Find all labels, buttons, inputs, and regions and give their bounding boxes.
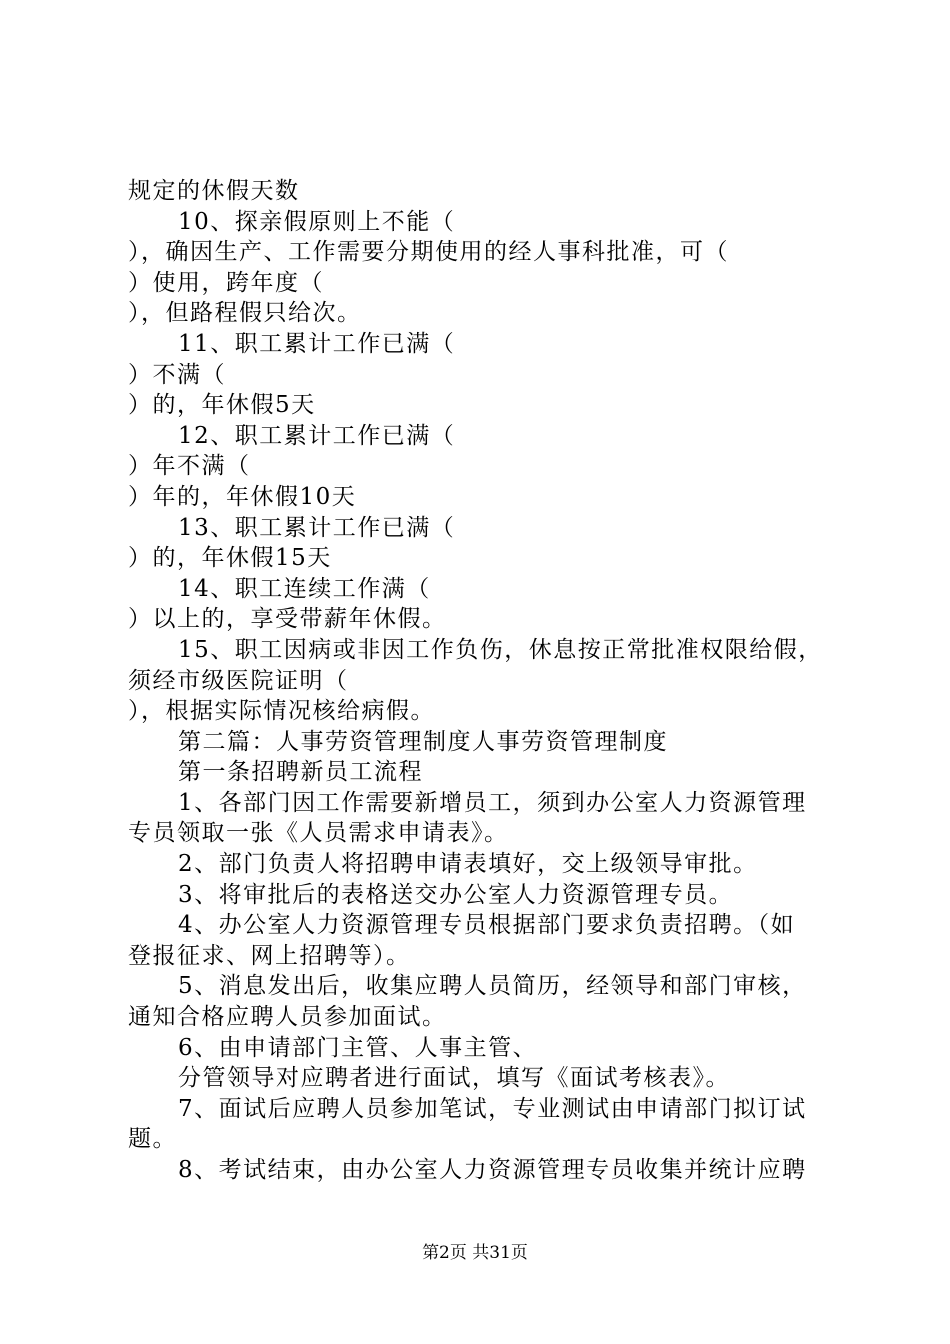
text-line: 分管领导对应聘者进行面试，填写《面试考核表》。 <box>178 1065 730 1092</box>
text-line: 4、办公室人力资源管理专员根据部门要求负责招聘。（如 <box>178 912 796 939</box>
text-line: 7、面试后应聘人员参加笔试，专业测试由申请部门拟订试 <box>178 1095 807 1122</box>
text-line: ）年的，年休假10天 <box>128 483 357 510</box>
text-line: ）以上的，享受带薪年休假。 <box>128 606 447 633</box>
text-line: 登报征求、网上招聘等）。 <box>128 942 411 969</box>
text-line: 第一条招聘新员工流程 <box>178 759 423 786</box>
text-line: 2、部门负责人将招聘申请表填好，交上级领导审批。 <box>178 851 758 878</box>
text-line: ）的，年休假5天 <box>128 392 316 419</box>
text-line: 3、将审批后的表格送交办公室人力资源管理专员。 <box>178 881 734 908</box>
text-line: 12、职工累计工作已满（ <box>178 422 456 449</box>
text-line: 10、探亲假原则上不能（ <box>178 208 456 235</box>
text-line: 须经市级医院证明（ <box>128 667 349 694</box>
text-line: ），根据实际情况核给病假。 <box>128 698 435 725</box>
text-line: 11、职工累计工作已满（ <box>178 330 456 357</box>
text-line: 14、职工连续工作满（ <box>178 575 431 602</box>
text-line: ）年不满（ <box>128 453 251 480</box>
text-line: 规定的休假天数 <box>128 178 300 204</box>
text-line: ）的，年休假15天 <box>128 545 332 572</box>
page-footer: 第2页 共31页 <box>422 1243 528 1263</box>
text-line: 第二篇：人事劳资管理制度人事劳资管理制度 <box>178 728 668 755</box>
text-line: 6、由申请部门主管、人事主管、 <box>178 1034 538 1061</box>
text-line: 题。 <box>128 1126 177 1153</box>
text-line: 通知合格应聘人员参加面试。 <box>128 1004 447 1031</box>
text-line: 8、考试结束，由办公室人力资源管理专员收集并统计应聘 <box>178 1157 807 1183</box>
text-line: ），但路程假只给次。 <box>128 300 362 327</box>
text-line: 专员领取一张《人员需求申请表》。 <box>128 820 509 847</box>
text-line: ）不满（ <box>128 361 226 388</box>
text-line: 13、职工累计工作已满（ <box>178 514 456 541</box>
document-body <box>128 176 848 1186</box>
text-line: ），确因生产、工作需要分期使用的经人事科批准，可（ <box>128 239 729 266</box>
text-line: ）使用，跨年度（ <box>128 269 324 296</box>
text-line: 1、各部门因工作需要新增员工，须到办公室人力资源管理 <box>178 789 807 816</box>
text-line: 5、消息发出后，收集应聘人员简历，经领导和部门审核， <box>178 973 807 1000</box>
text-line: 15、职工因病或非因工作负伤，休息按正常批准权限给假， <box>178 636 823 663</box>
